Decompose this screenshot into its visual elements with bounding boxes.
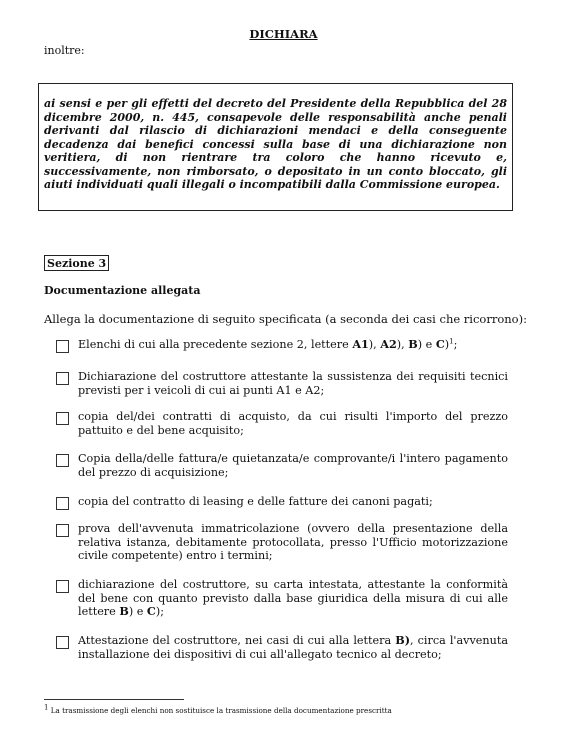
section-intro: Allega la documentazione di seguito specificata (a seconda dei casi che ricorrono): xyxy=(44,312,527,326)
text-run: Attestazione del costruttore, nei casi di cui alla lettera xyxy=(78,634,396,647)
attachment-checkbox[interactable] xyxy=(56,636,69,649)
section-label: Sezione 3 xyxy=(44,255,109,271)
section-heading: Documentazione allegata xyxy=(44,284,201,297)
subtitle: inoltre: xyxy=(44,44,85,57)
attachment-item-text xyxy=(78,522,508,563)
attachment-checkbox[interactable] xyxy=(56,580,69,593)
text-run: Copia della/delle fattura/e quietanzata/e comprovante/i l'intero pagamento del prezzo di acquisizione; xyxy=(78,452,508,479)
text-run: copia del contratto di leasing e delle fatture dei canoni pagati; xyxy=(78,495,433,508)
attachment-checkbox[interactable] xyxy=(56,340,69,353)
text-run: Dichiarazione del costruttore attestante la sussistenza dei requisiti tecnici previsti per i veicoli di cui ai punti A1 e A2; xyxy=(78,370,508,397)
attachment-checkbox[interactable] xyxy=(56,524,69,537)
text-run: prova dell'avvenuta immatricolazione (ovvero della presentazione della relativa istanza, debitamente protocollata, presso l'Ufficio motorizzazione civile competente) entro i termini; xyxy=(78,522,508,562)
bold-letter: A2 xyxy=(380,337,397,351)
text-run: ) xyxy=(444,338,450,351)
footnote-ref: 1 xyxy=(449,337,454,346)
attachment-item-text xyxy=(78,495,508,509)
attachment-checkbox[interactable] xyxy=(56,412,69,425)
text-run: ) e xyxy=(417,338,436,351)
attachment-checkbox[interactable] xyxy=(56,372,69,385)
attachment-checkbox[interactable] xyxy=(56,497,69,510)
attachment-item-text xyxy=(78,578,508,619)
text-run: Elenchi di cui alla precedente sezione 2, lettere xyxy=(78,338,353,351)
attachment-item-text xyxy=(78,370,508,397)
bold-letter: B xyxy=(119,604,129,618)
footnote-marker: 1 xyxy=(44,703,49,712)
attachment-item-text xyxy=(78,452,508,479)
declaration-text: ai sensi e per gli effetti del decreto del Presidente della Repubblica del 28 dicembre 2000, n. 445, consapevole delle responsabilità anche penali derivanti dal rilascio di dichiarazioni mendaci e della conseguente decadenza dai benefici concessi sulla base di una dichiarazione non veritiera, di non rientrare tra coloro che hanno ricevuto e, successivamente, non rimborsato, o depositato in un conto bloccato, gli aiuti individuati quali illegali o incompatibili dalla Commissione europea. xyxy=(44,97,507,191)
bold-letter: C xyxy=(435,337,445,351)
bold-letter: B) xyxy=(395,633,410,647)
bold-letter: A1 xyxy=(352,337,369,351)
footnote-text: La trasmissione degli elenchi non sostituisce la trasmissione della documentazione prescritta xyxy=(48,706,392,715)
bold-letter: B xyxy=(408,337,418,351)
text-run: ; xyxy=(453,338,458,351)
attachment-item-text xyxy=(78,410,508,437)
footnote-divider xyxy=(44,699,184,700)
text-run: ), xyxy=(396,338,409,351)
text-run: ) e xyxy=(128,605,147,618)
text-run: ); xyxy=(155,605,164,618)
bold-letter: C xyxy=(146,604,156,618)
attachment-item-text xyxy=(78,634,508,661)
footnote xyxy=(44,703,392,715)
text-run: copia del/dei contratti di acquisto, da cui risulti l'importo del prezzo pattuito e del bene acquisito; xyxy=(78,410,508,437)
text-run: dichiarazione del costruttore, su carta intestata, attestante la conformità del bene con quanto previsto dalla base giuridica della misura di cui alle lettere xyxy=(78,578,508,618)
attachment-checkbox[interactable] xyxy=(56,454,69,467)
attachment-item-text xyxy=(78,338,508,352)
text-run: ), xyxy=(368,338,381,351)
text-run: , circa l'avvenuta installazione dei dispositivi di cui all'allegato tecnico al decreto; xyxy=(78,634,508,661)
page-title: DICHIARA xyxy=(249,27,318,41)
